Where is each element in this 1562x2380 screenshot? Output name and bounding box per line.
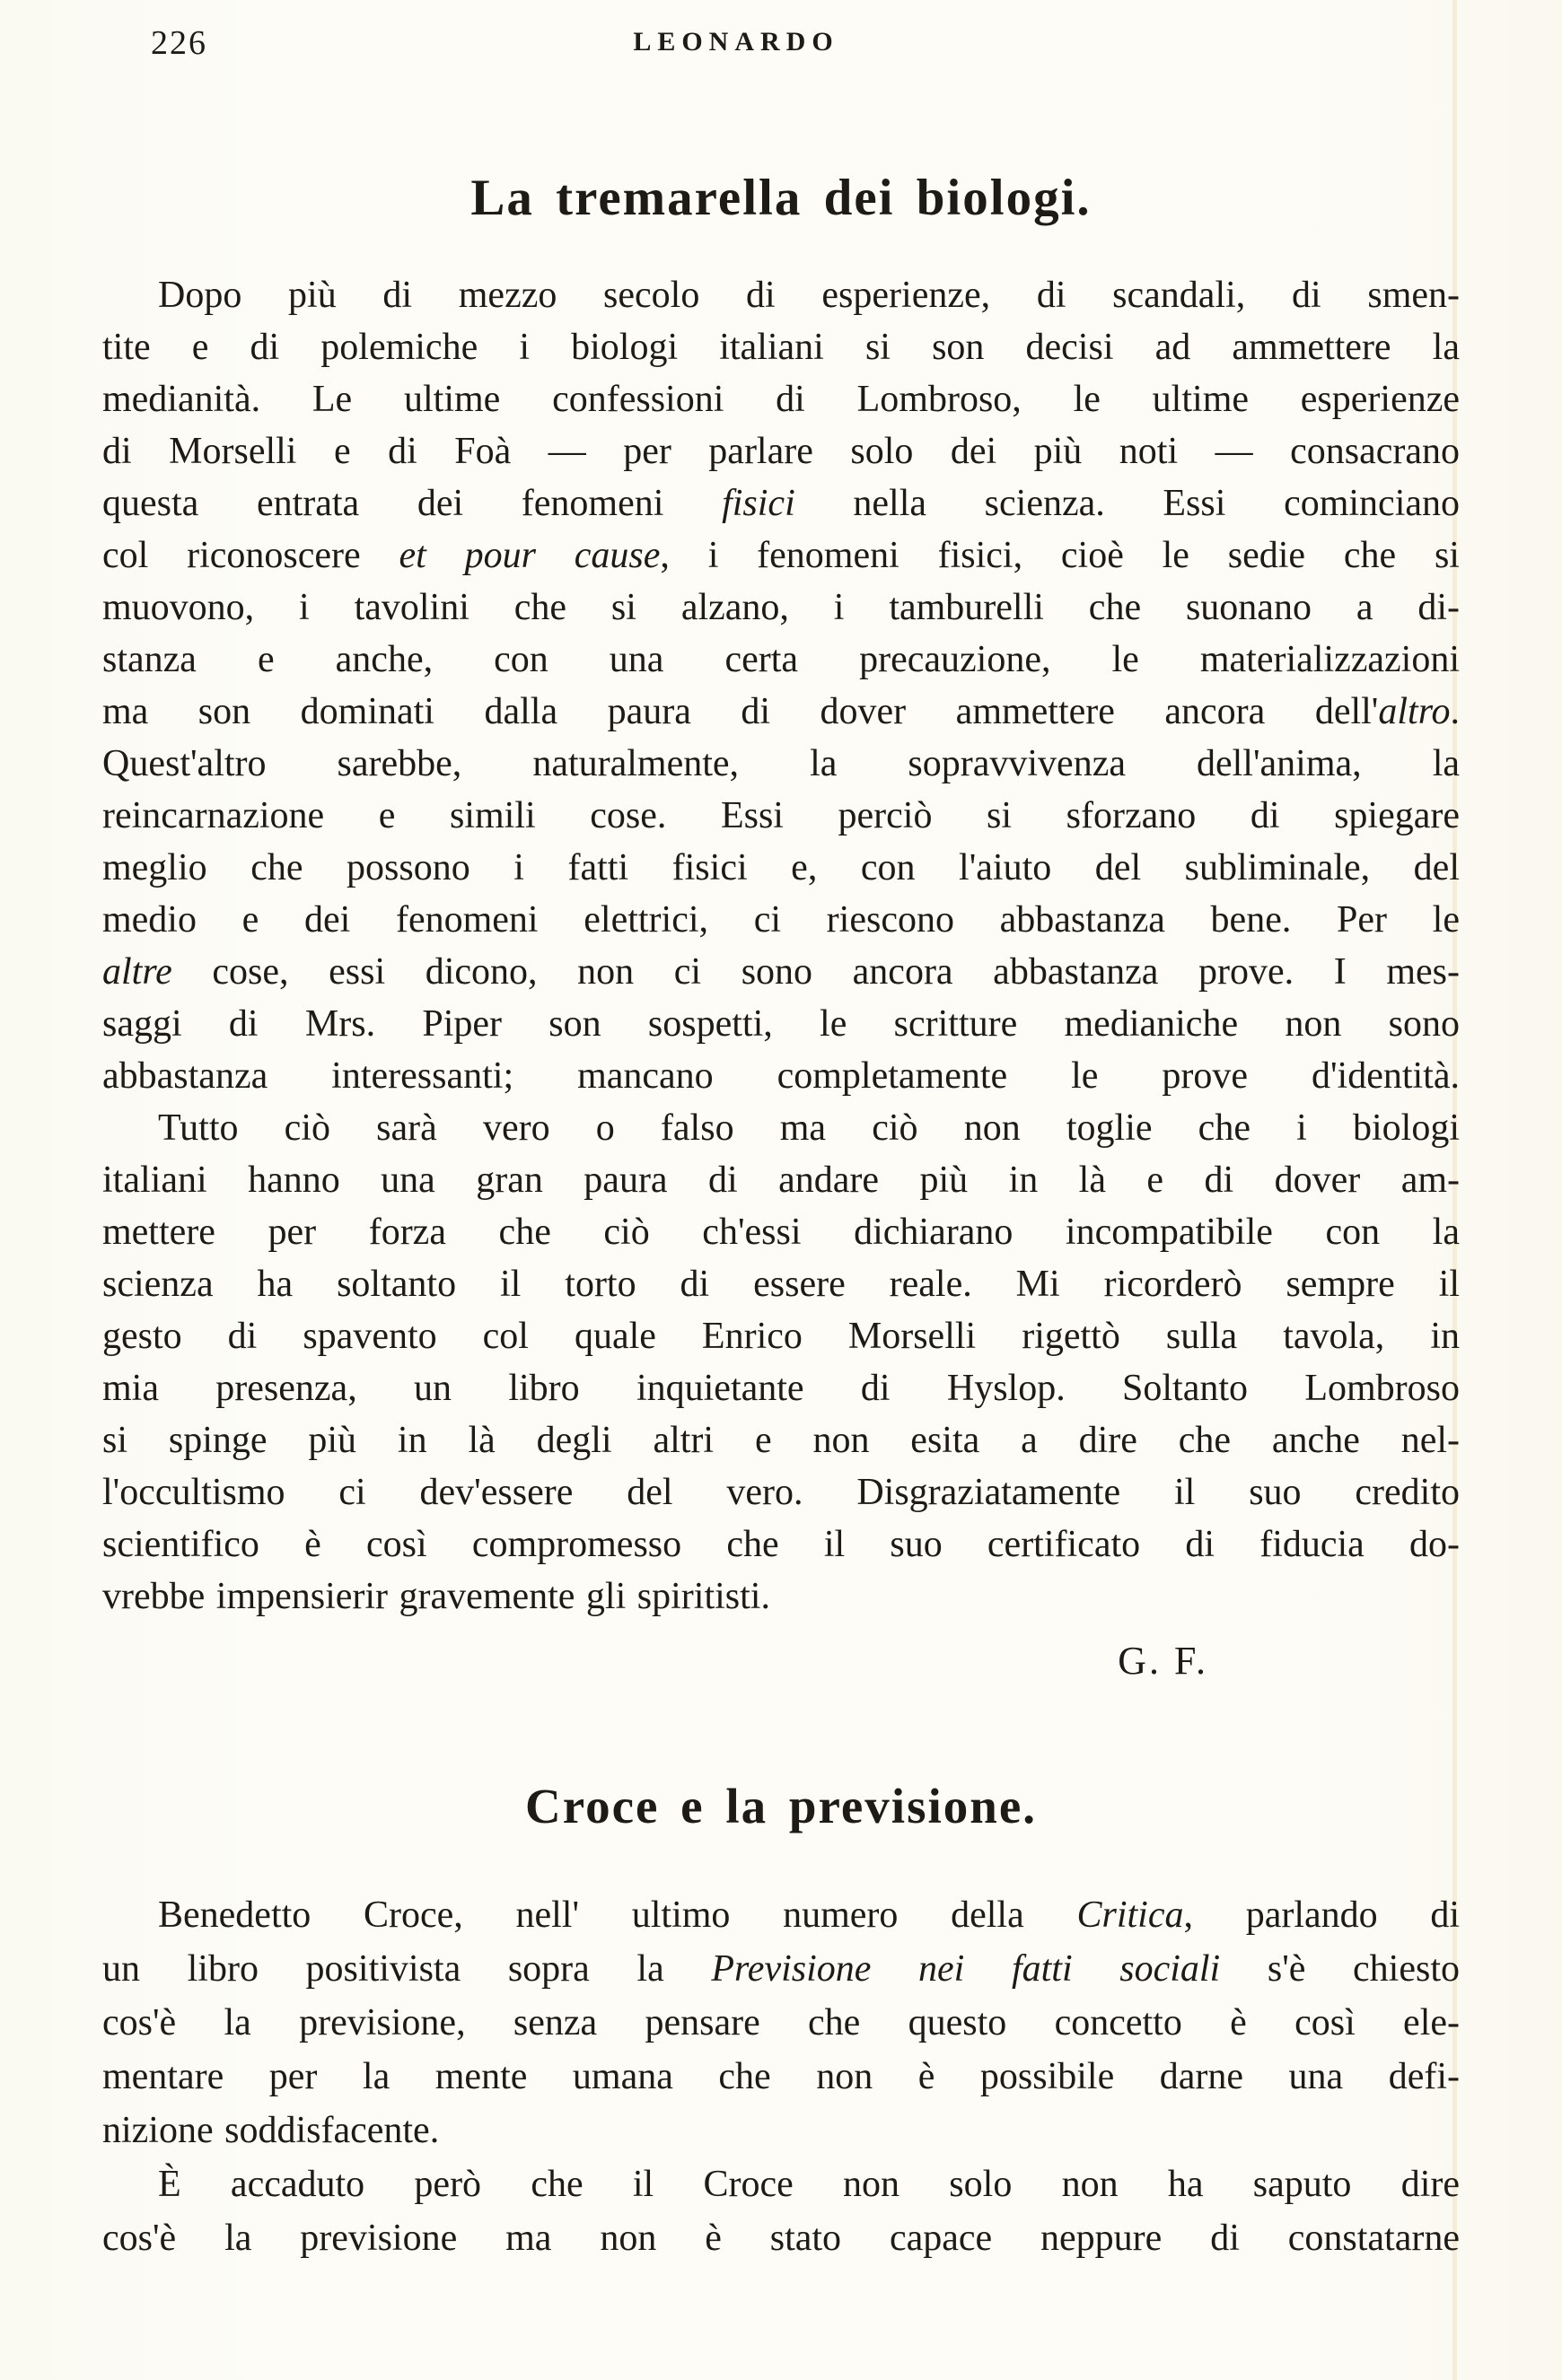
text-segment: È accaduto però che il Croce non solo non ha saputo dire xyxy=(158,2164,1460,2205)
text-segment: reincarnazione e simili cose. Essi perciò si sforzano di spiegare xyxy=(102,795,1460,836)
text-segment: saggi di Mrs. Piper son sospetti, le scritture medianiche non sono xyxy=(102,1003,1460,1045)
text-line xyxy=(102,1571,1460,1623)
text-column xyxy=(102,0,1460,2265)
text-segment: vrebbe impensierir gravemente gli spiritisti. xyxy=(102,1576,770,1617)
text-segment: nizione soddisfacente. xyxy=(102,2110,440,2151)
text-line xyxy=(102,269,1460,321)
text-segment: Quest'altro sarebbe, naturalmente, la sopravvivenza dell'anima, la xyxy=(102,743,1460,784)
text-segment: nella scienza. Essi cominciano xyxy=(794,483,1460,524)
text-segment: Tutto ciò sarà vero o falso ma ciò non toglie che i biologi xyxy=(158,1107,1460,1149)
text-line xyxy=(102,1102,1460,1154)
article-signature: G. F. xyxy=(1118,1639,1208,1683)
italic-text: fisici xyxy=(722,483,795,524)
text-segment: un libro positivista sopra la xyxy=(102,1948,712,1990)
text-segment: abbastanza interessanti; mancano completamente le prove d'identità. xyxy=(102,1055,1460,1097)
text-line xyxy=(102,634,1460,686)
text-line xyxy=(102,373,1460,425)
text-segment: medio e dei fenomeni elettrici, ci riescono abbastanza bene. Per le xyxy=(102,899,1460,941)
text-segment: , parlando di xyxy=(1183,1894,1461,1936)
text-segment: muovono, i tavolini che si alzano, i tamburelli che suonano a di- xyxy=(102,587,1460,628)
text-line xyxy=(102,425,1460,477)
italic-text: Previsione nei fatti sociali xyxy=(711,1948,1221,1990)
article-body-tremarella xyxy=(102,269,1460,1623)
text-segment: cose, essi dicono, non ci sono ancora abbastanza prove. I mes- xyxy=(171,951,1460,993)
text-segment: . xyxy=(1450,691,1460,732)
text-segment: tite e di polemiche i biologi italiani si son decisi ad ammettere la xyxy=(102,327,1460,368)
text-line xyxy=(102,582,1460,634)
text-segment: cos'è la previsione ma non è stato capace neppure di constatarne xyxy=(102,2218,1460,2259)
text-line xyxy=(102,2104,1460,2157)
text-line xyxy=(102,790,1460,842)
text-line xyxy=(102,321,1460,373)
text-segment: medianità. Le ultime confessioni di Lombroso, le ultime esperienze xyxy=(102,379,1460,420)
text-segment: di Morselli e di Foà — per parlare solo dei più noti — consacrano xyxy=(102,431,1460,472)
text-segment: stanza e anche, con una certa precauzione, le materializzazioni xyxy=(102,639,1460,680)
text-line xyxy=(102,2211,1460,2265)
text-segment: mia presenza, un libro inquietante di Hyslop. Soltanto Lombroso xyxy=(102,1368,1460,1409)
text-line xyxy=(102,1942,1460,1996)
text-line xyxy=(102,1996,1460,2050)
text-segment: mentare per la mente umana che non è possibile darne una defi- xyxy=(102,2056,1460,2097)
running-head: LEONARDO xyxy=(633,27,839,57)
text-line xyxy=(102,686,1460,738)
text-segment: Benedetto Croce, nell' ultimo numero della xyxy=(158,1894,1077,1936)
text-segment: , i fenomeni fisici, cioè le sedie che si xyxy=(660,535,1460,576)
text-segment: col riconoscere xyxy=(102,535,399,576)
text-line xyxy=(102,2050,1460,2104)
text-line xyxy=(102,1888,1460,1942)
text-line xyxy=(102,738,1460,790)
text-line xyxy=(102,1466,1460,1518)
article-title-croce: Croce e la previsione. xyxy=(524,1779,1038,1833)
text-segment: cos'è la previsione, senza pensare che questo concetto è così ele- xyxy=(102,2002,1460,2043)
text-segment: meglio che possono i fatti fisici e, con l'aiuto del subliminale, del xyxy=(102,847,1460,888)
text-line xyxy=(102,1310,1460,1362)
text-segment: ma son dominati dalla paura di dover ammettere ancora dell' xyxy=(102,691,1379,732)
text-segment: italiani hanno una gran paura di andare più in là e di dover am- xyxy=(102,1159,1460,1201)
text-line xyxy=(102,477,1460,529)
text-segment: l'occultismo ci dev'essere del vero. Disgraziatamente il suo credito xyxy=(102,1472,1460,1513)
text-line xyxy=(102,1414,1460,1466)
page-number: 226 xyxy=(151,24,207,62)
text-segment: questa entrata dei fenomeni xyxy=(102,483,723,524)
text-segment: Dopo più di mezzo secolo di esperienze, di scandali, di smen- xyxy=(158,275,1460,316)
text-segment: s'è chiesto xyxy=(1220,1948,1460,1990)
text-line xyxy=(102,1518,1460,1571)
text-line xyxy=(102,1154,1460,1206)
text-line xyxy=(102,842,1460,894)
text-line xyxy=(102,529,1460,582)
text-line xyxy=(102,2157,1460,2211)
text-line xyxy=(102,1206,1460,1258)
italic-text: altre xyxy=(102,951,172,993)
article-body-croce xyxy=(102,1888,1460,2265)
article-title-tremarella: La tremarella dei biologi. xyxy=(470,170,1092,226)
text-line xyxy=(102,894,1460,946)
text-segment: mettere per forza che ciò ch'essi dichiarano incompatibile con la xyxy=(102,1212,1460,1253)
text-segment: scienza ha soltanto il torto di essere reale. Mi ricorderò sempre il xyxy=(102,1264,1460,1305)
text-segment: si spinge più in là degli altri e non esita a dire che anche nel- xyxy=(102,1420,1460,1461)
text-segment: gesto di spavento col quale Enrico Morselli rigettò sulla tavola, in xyxy=(102,1316,1460,1357)
text-line xyxy=(102,1362,1460,1414)
text-line xyxy=(102,946,1460,998)
text-line xyxy=(102,1258,1460,1310)
italic-text: Critica xyxy=(1076,1894,1184,1936)
text-line xyxy=(102,998,1460,1050)
text-segment: scientifico è così compromesso che il suo certificato di fiducia do- xyxy=(102,1524,1460,1565)
text-line xyxy=(102,1050,1460,1102)
italic-text: et pour cause xyxy=(399,535,661,576)
italic-text: altro xyxy=(1378,691,1451,732)
